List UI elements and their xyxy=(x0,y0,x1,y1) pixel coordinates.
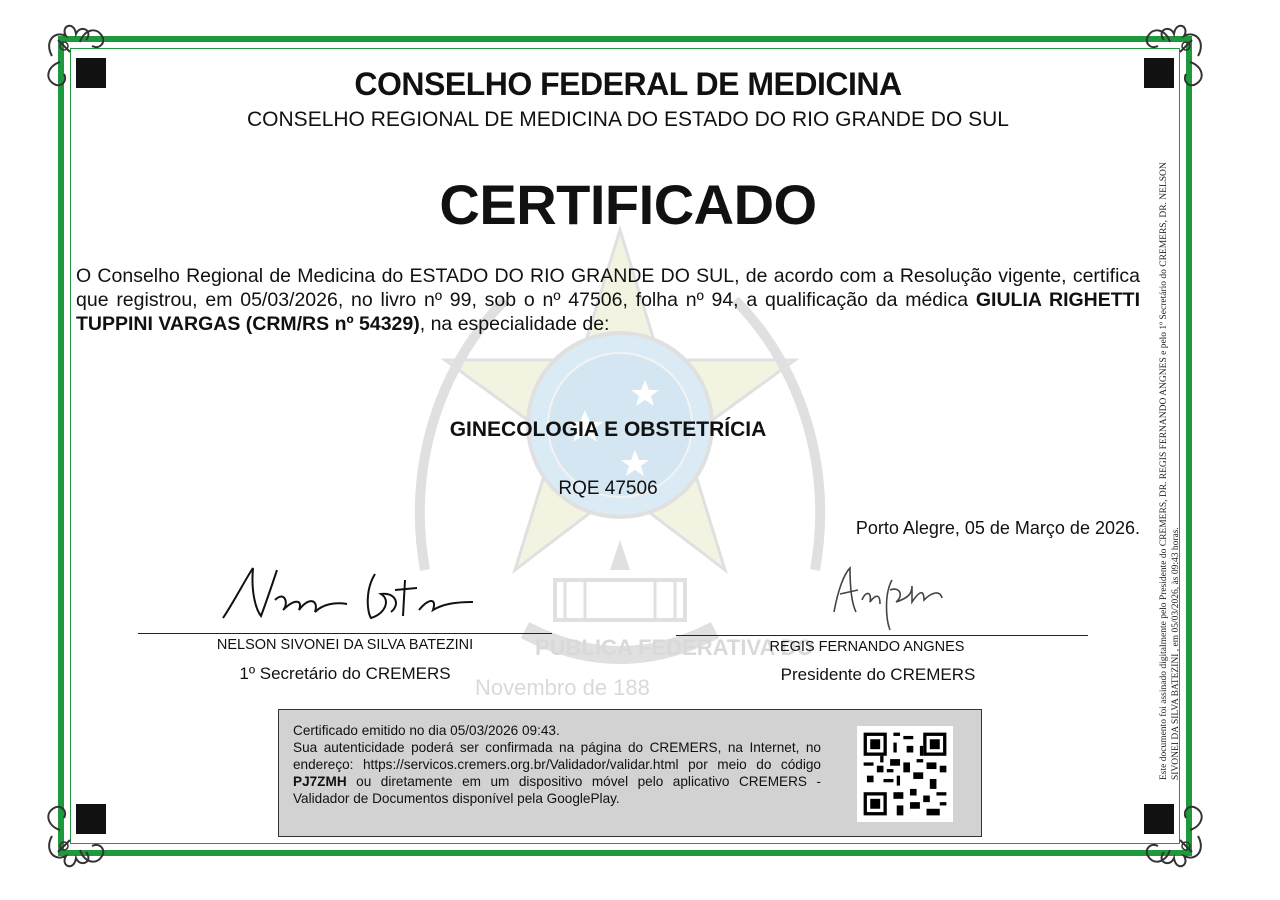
regional-council-title: CONSELHO REGIONAL DE MEDICINA DO ESTADO DO RIO GRANDE DO SUL xyxy=(247,108,1009,131)
body-text-part-2: , na especialidade de: xyxy=(419,313,610,335)
watermark-text-top: PUBLICA FEDERATIVA DO xyxy=(535,635,814,660)
signatory-name-left: NELSON SIVONEI DA SILVA BATEZINI xyxy=(216,637,474,653)
rqe-number: RQE 47506 xyxy=(558,478,658,499)
corner-ornament-icon xyxy=(1138,798,1210,870)
signature-line-left xyxy=(138,633,552,634)
qr-code-icon[interactable] xyxy=(857,726,953,822)
corner-ornament-icon xyxy=(40,798,112,870)
handwritten-signature-left xyxy=(215,560,485,630)
signatory-role-left: 1º Secretário do CREMERS xyxy=(239,664,451,683)
specialty-name: GINECOLOGIA E OBSTETRÍCIA xyxy=(449,418,767,441)
council-title: CONSELHO FEDERAL DE MEDICINA xyxy=(354,66,902,102)
validation-code: PJ7ZMH xyxy=(293,774,347,789)
place-and-date: Porto Alegre, 05 de Março de 2026. xyxy=(855,518,1140,538)
signatory-name-right: REGIS FERNANDO ANGNES xyxy=(769,639,965,655)
digital-signature-note: Este documento foi assinado digitalmente pelo Presidente do CREMERS, DR. REGIS FERNANDO ANGNES e pelo 1º Secretário do CREMERS, DR. NELSON SIVONEI DA SILVA BATEZINI , em 05/03/2026, às 09:43 horas. xyxy=(1159,162,1181,780)
authenticity-text-suffix: ou diretamente em um dispositivo móvel pelo aplicativo CREMERS - Validador de Documentos disponível pela GooglePlay. xyxy=(293,774,821,806)
document-title: CERTIFICADO xyxy=(439,173,817,236)
body-text-part-1: O Conselho Regional de Medicina do ESTADO DO RIO GRANDE DO SUL, de acordo com a Resolução vigente, certifica que registrou, em 05/03/2026, no livro nº 99, sob o nº 47506, folha nº 94, a qualificação da médica xyxy=(76,265,1140,311)
authenticity-text-prefix: Sua autenticidade poderá ser confirmada na página do CREMERS, na Internet, no endereço: https://servicos.cremers.org.br/Validador/validar.html por meio do código xyxy=(293,740,821,772)
issued-at-line: Certificado emitido no dia 05/03/2026 09:43. xyxy=(293,723,560,738)
authenticity-text xyxy=(293,739,821,807)
watermark-text-bottom: Novembro de 188 xyxy=(475,675,650,700)
certificate-body-text xyxy=(76,264,1140,336)
handwritten-signature-right xyxy=(828,560,948,632)
signature-line-right xyxy=(676,635,1088,636)
validation-box xyxy=(278,709,982,837)
signatory-role-right: Presidente do CREMERS xyxy=(780,665,976,684)
validation-text xyxy=(293,722,821,807)
doctor-name: GIULIA RIGHETTI TUPPINI VARGAS (CRM/RS nº 54329) xyxy=(76,289,1140,335)
